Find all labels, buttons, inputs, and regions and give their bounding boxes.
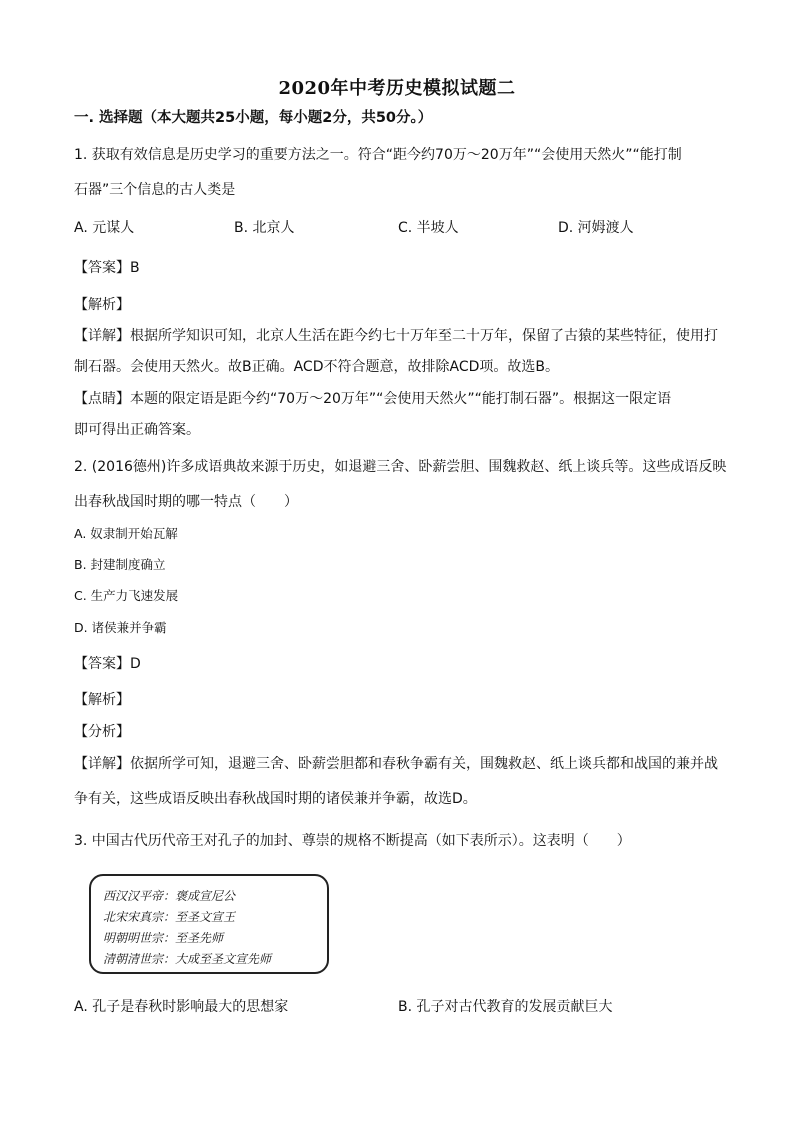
q3-table-row: 西汉汉平帝：褒成宣尼公	[103, 889, 236, 903]
q1-detail-line1: 【详解】根据所学知识可知，北京人生活在距今约七十万年至二十万年，保留了古猿的某些特征，使用打	[74, 328, 718, 344]
q1-analysis-label: 【解析】	[74, 297, 130, 313]
q1-answer: 【答案】B	[74, 260, 140, 276]
q2-stem-line1: 2. (2016德州)许多成语典故来源于历史，如退避三舍、卧薪尝胆、围魏救赵、纸上谈兵等。这些成语反映	[74, 459, 727, 475]
q3-title-table	[89, 874, 329, 974]
q3-option-a: A. 孔子是春秋时影响最大的思想家	[74, 999, 289, 1015]
q1-stem-line2: 石器”三个信息的古人类是	[74, 182, 236, 198]
q3-table-row: 明朝明世宗：至圣先师	[103, 931, 224, 945]
q2-analysis-label: 【解析】	[74, 692, 130, 708]
q1-option-a: A. 元谋人	[74, 220, 135, 236]
q2-detail-line1: 【详解】依据所学可知，退避三舍、卧薪尝胆都和春秋争霸有关，围魏救赵、纸上谈兵都和战国的兼并战	[74, 756, 718, 772]
q1-option-d: D. 河姆渡人	[558, 220, 634, 236]
page-title: 2020年中考历史模拟试题二	[278, 78, 516, 99]
q1-option-c: C. 半坡人	[398, 220, 459, 236]
q2-stem-line2: 出春秋战国时期的哪一特点（ ）	[74, 494, 298, 510]
q3-stem-line1: 3. 中国古代历代帝王对孔子的加封、尊崇的规格不断提高（如下表所示）。这表明（ ）	[74, 833, 631, 849]
q2-option-d: D. 诸侯兼并争霸	[74, 620, 167, 635]
q3-table-row: 清朝清世宗：大成至圣文宣先师	[103, 952, 272, 966]
q1-option-b: B. 北京人	[234, 220, 295, 236]
q2-option-a: A. 奴隶制开始瓦解	[74, 526, 178, 541]
q1-tip-line1: 【点睛】本题的限定语是距今约“70万～20万年”“会使用天然火”“能打制石器”。根据这一限定语	[74, 391, 672, 407]
q2-option-b: B. 封建制度确立	[74, 557, 166, 572]
section-heading: 一. 选择题（本大题共25小题，每小题2分，共50分。）	[74, 110, 433, 126]
q1-detail-line2: 制石器。会使用天然火。故B正确。ACD不符合题意，故排除ACD项。故选B。	[74, 359, 559, 375]
q2-fenxi-label: 【分析】	[74, 724, 130, 740]
q2-answer: 【答案】D	[74, 656, 141, 672]
q1-stem-line1: 1. 获取有效信息是历史学习的重要方法之一。符合“距今约70万～20万年”“会使用天然火”“能打制	[74, 147, 682, 163]
q3-option-b: B. 孔子对古代教育的发展贡献巨大	[398, 999, 613, 1015]
q2-detail-line2: 争有关，这些成语反映出春秋战国时期的诸侯兼并争霸，故选D。	[74, 791, 477, 807]
q1-tip-line2: 即可得出正确答案。	[74, 422, 200, 438]
q2-option-c: C. 生产力飞速发展	[74, 588, 179, 603]
q3-table-row: 北宋宋真宗：至圣文宣王	[103, 910, 236, 924]
